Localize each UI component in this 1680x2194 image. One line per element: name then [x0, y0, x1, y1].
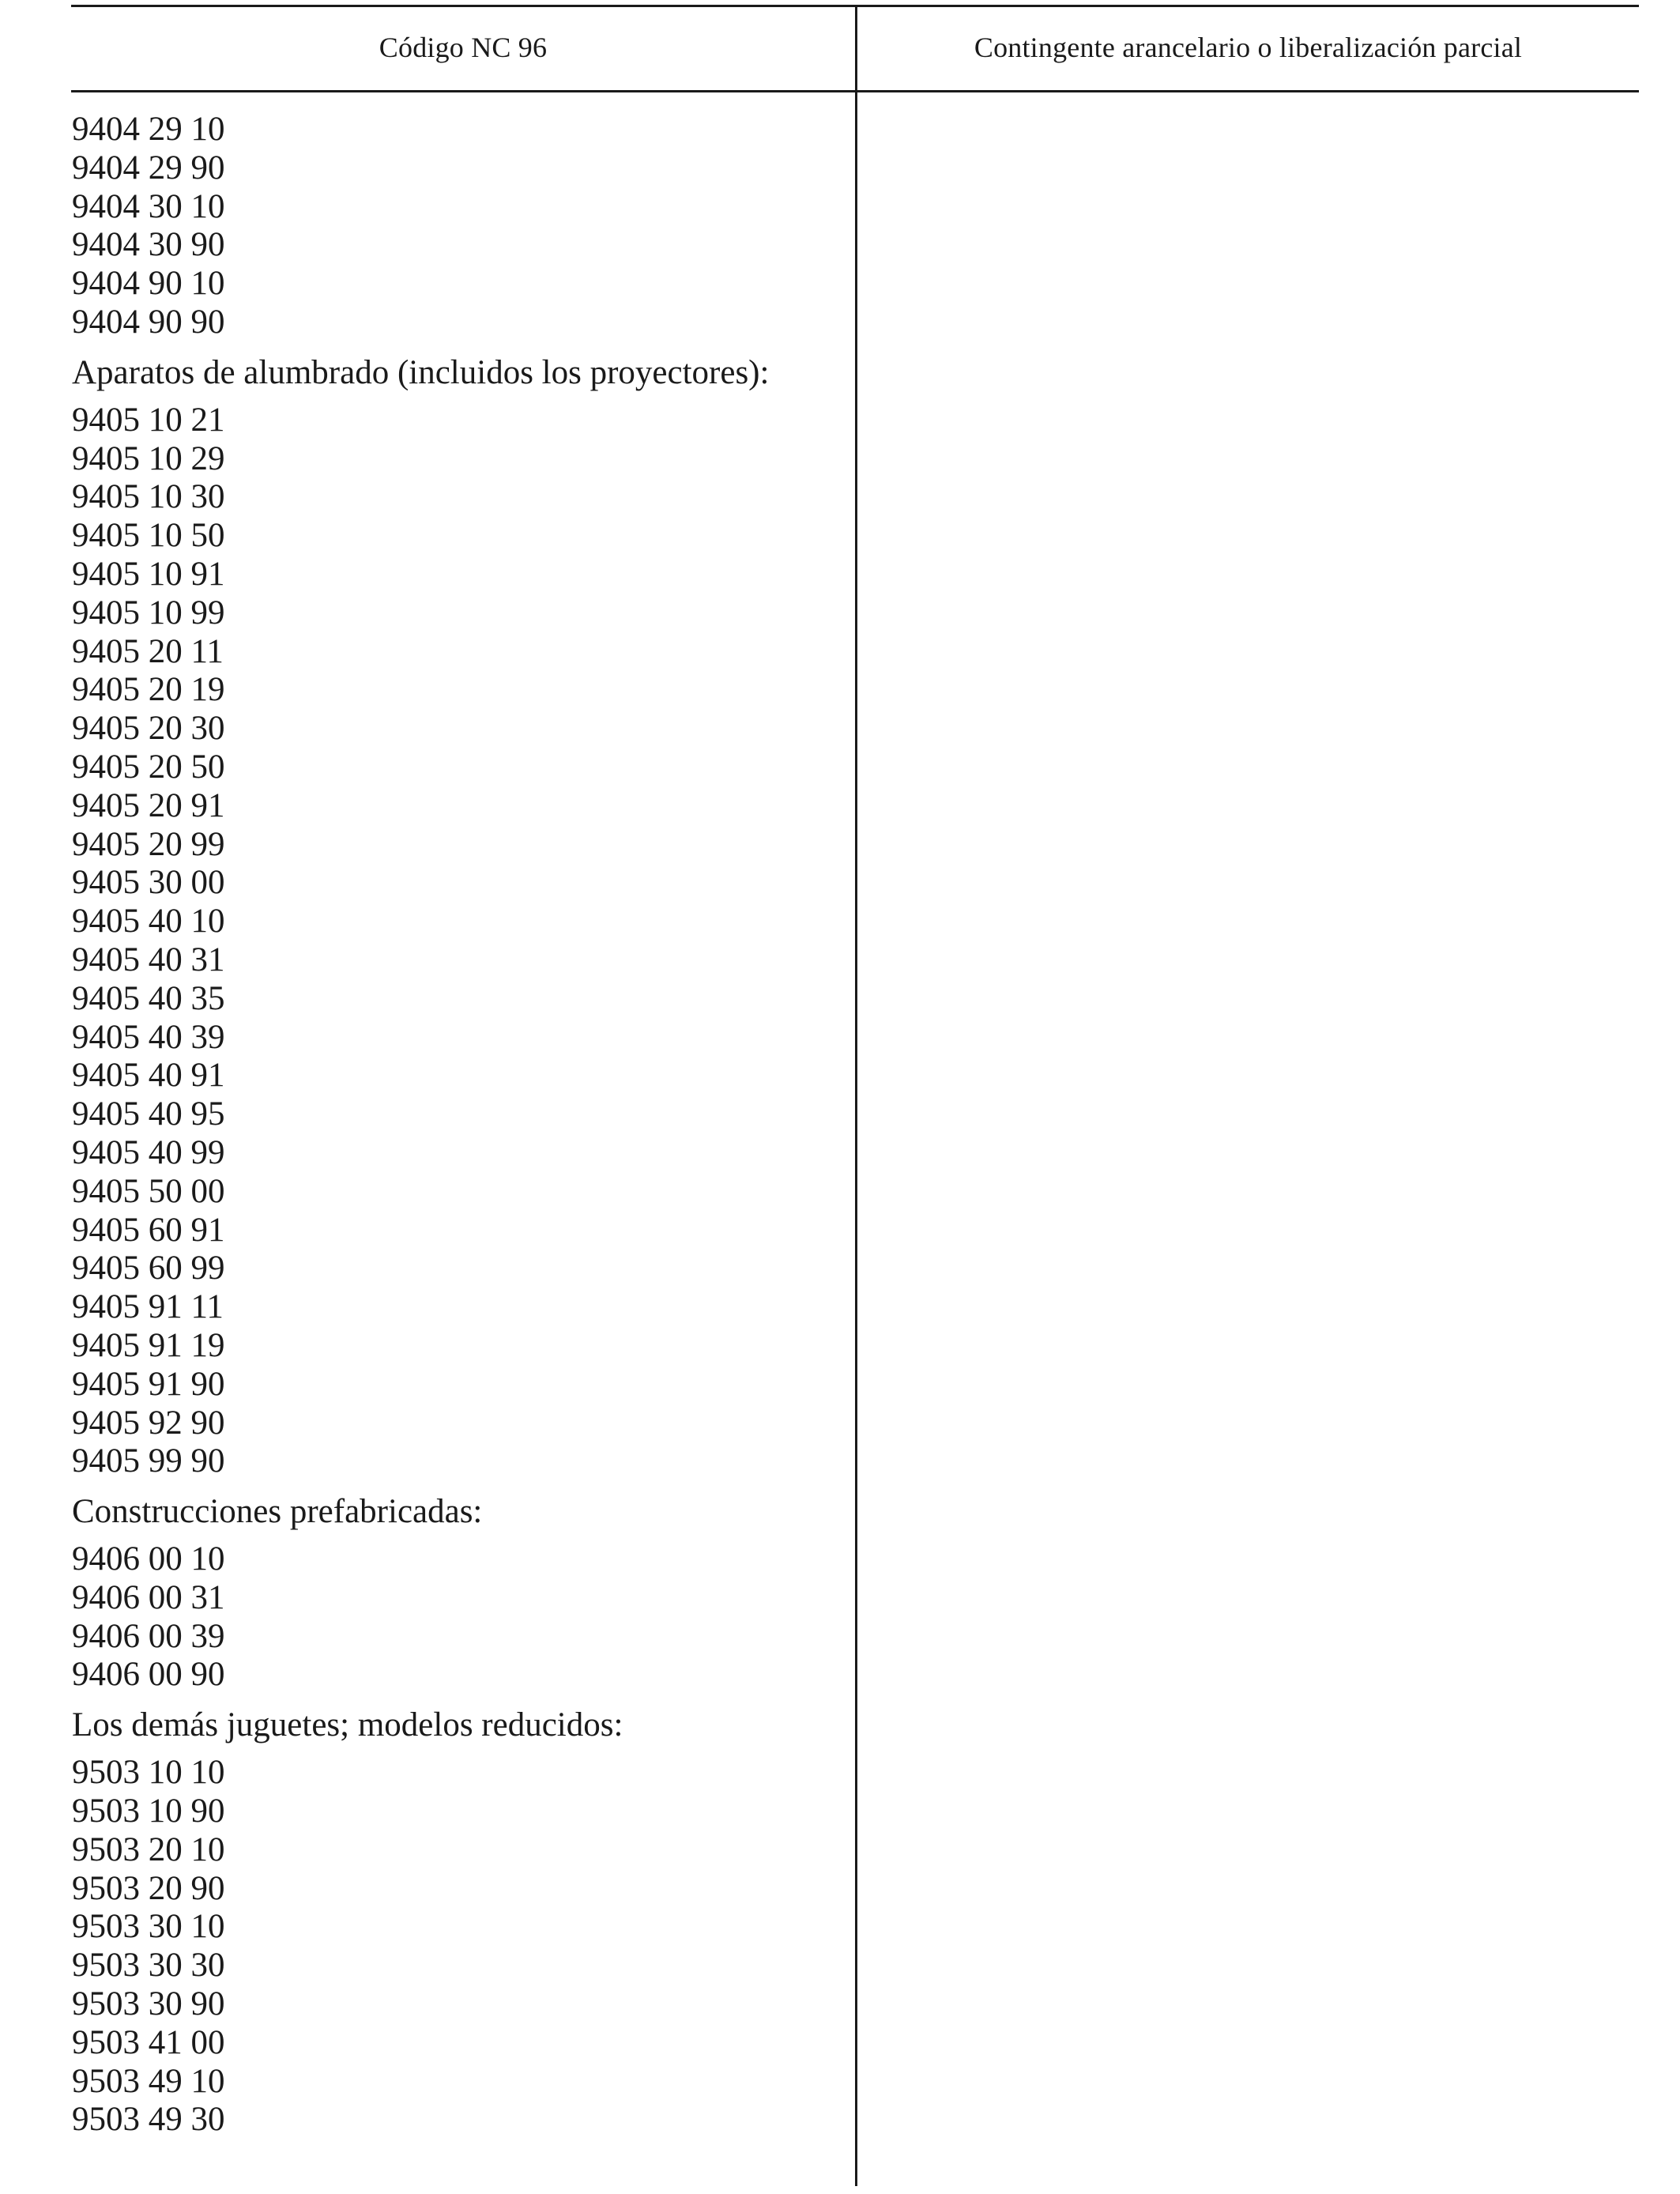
nc-code: 9405 20 11 — [72, 632, 224, 670]
code-group — [72, 1706, 850, 2139]
nc-code: 9405 40 10 — [72, 903, 225, 941]
nc-code: 9404 30 10 — [72, 187, 225, 225]
nc-code: 9405 40 31 — [72, 941, 225, 978]
code-group — [72, 1492, 850, 1695]
column-divider — [855, 5, 857, 2186]
nc-code: 9503 41 00 — [72, 2023, 225, 2061]
column-header-quota: Contingente arancelario o liberalización parcial — [974, 32, 1523, 63]
nc-code: 9405 40 95 — [72, 1095, 225, 1133]
nc-code: 9503 30 30 — [72, 1947, 225, 1985]
code-list — [72, 111, 850, 342]
code-list — [72, 1540, 850, 1695]
nc-code: 9405 20 19 — [72, 671, 225, 709]
nc-code: 9405 10 30 — [72, 478, 225, 516]
nc-code: 9503 49 30 — [72, 2101, 225, 2139]
nc-code: 9405 20 50 — [72, 748, 225, 786]
nc-code: 9406 00 90 — [72, 1656, 225, 1694]
nc-code: 9405 91 19 — [72, 1326, 225, 1364]
nc-code: 9503 49 10 — [72, 2062, 225, 2100]
nc-code: 9405 30 00 — [72, 864, 225, 902]
nc-code: 9404 90 10 — [72, 265, 225, 303]
nc-code: 9503 30 90 — [72, 1985, 225, 2023]
nc-code: 9503 10 10 — [72, 1754, 225, 1792]
nc-code: 9404 30 90 — [72, 226, 225, 264]
nc-code: 9405 60 99 — [72, 1250, 225, 1287]
nc-code: 9406 00 39 — [72, 1617, 225, 1655]
nc-code: 9405 92 90 — [72, 1404, 225, 1442]
nc-code: 9405 91 90 — [72, 1365, 225, 1403]
nc-code: 9405 40 39 — [72, 1018, 225, 1056]
nc-code: 9405 10 29 — [72, 439, 225, 477]
code-group — [72, 353, 850, 1481]
code-column — [72, 111, 850, 2151]
group-heading: Los demás juguetes; modelos reducidos: — [72, 1706, 623, 1744]
nc-code: 9405 10 21 — [72, 401, 225, 439]
nc-code: 9503 20 10 — [72, 1830, 225, 1868]
nc-code: 9405 60 91 — [72, 1211, 225, 1249]
group-heading: Construcciones prefabricadas: — [72, 1493, 483, 1531]
nc-code: 9405 10 50 — [72, 517, 225, 555]
nc-code: 9503 20 90 — [72, 1869, 225, 1907]
nc-code: 9406 00 31 — [72, 1578, 225, 1616]
nc-code: 9405 20 30 — [72, 710, 225, 748]
code-list — [72, 401, 850, 1481]
nc-code: 9405 20 91 — [72, 786, 225, 824]
nc-code: 9405 10 91 — [72, 555, 225, 593]
nc-code: 9404 29 90 — [72, 149, 225, 187]
nc-code: 9405 91 11 — [72, 1288, 224, 1326]
nc-code: 9405 40 35 — [72, 979, 225, 1017]
nc-code: 9405 40 91 — [72, 1057, 225, 1095]
nc-code: 9405 40 99 — [72, 1133, 225, 1171]
nc-code: 9405 20 99 — [72, 825, 225, 863]
code-group — [72, 111, 850, 342]
nc-code: 9404 29 10 — [72, 111, 225, 148]
column-header-code: Código NC 96 — [379, 32, 548, 63]
nc-code: 9405 50 00 — [72, 1172, 225, 1210]
nc-code: 9404 90 90 — [72, 303, 225, 341]
nc-code: 9406 00 10 — [72, 1540, 225, 1578]
nc-code: 9503 30 10 — [72, 1908, 225, 1946]
nc-code: 9405 10 99 — [72, 594, 225, 631]
group-heading: Aparatos de alumbrado (incluidos los proyectores): — [72, 353, 770, 391]
nc-code: 9405 99 90 — [72, 1442, 225, 1480]
code-list — [72, 1754, 850, 2139]
nc-code: 9503 10 90 — [72, 1793, 225, 1830]
